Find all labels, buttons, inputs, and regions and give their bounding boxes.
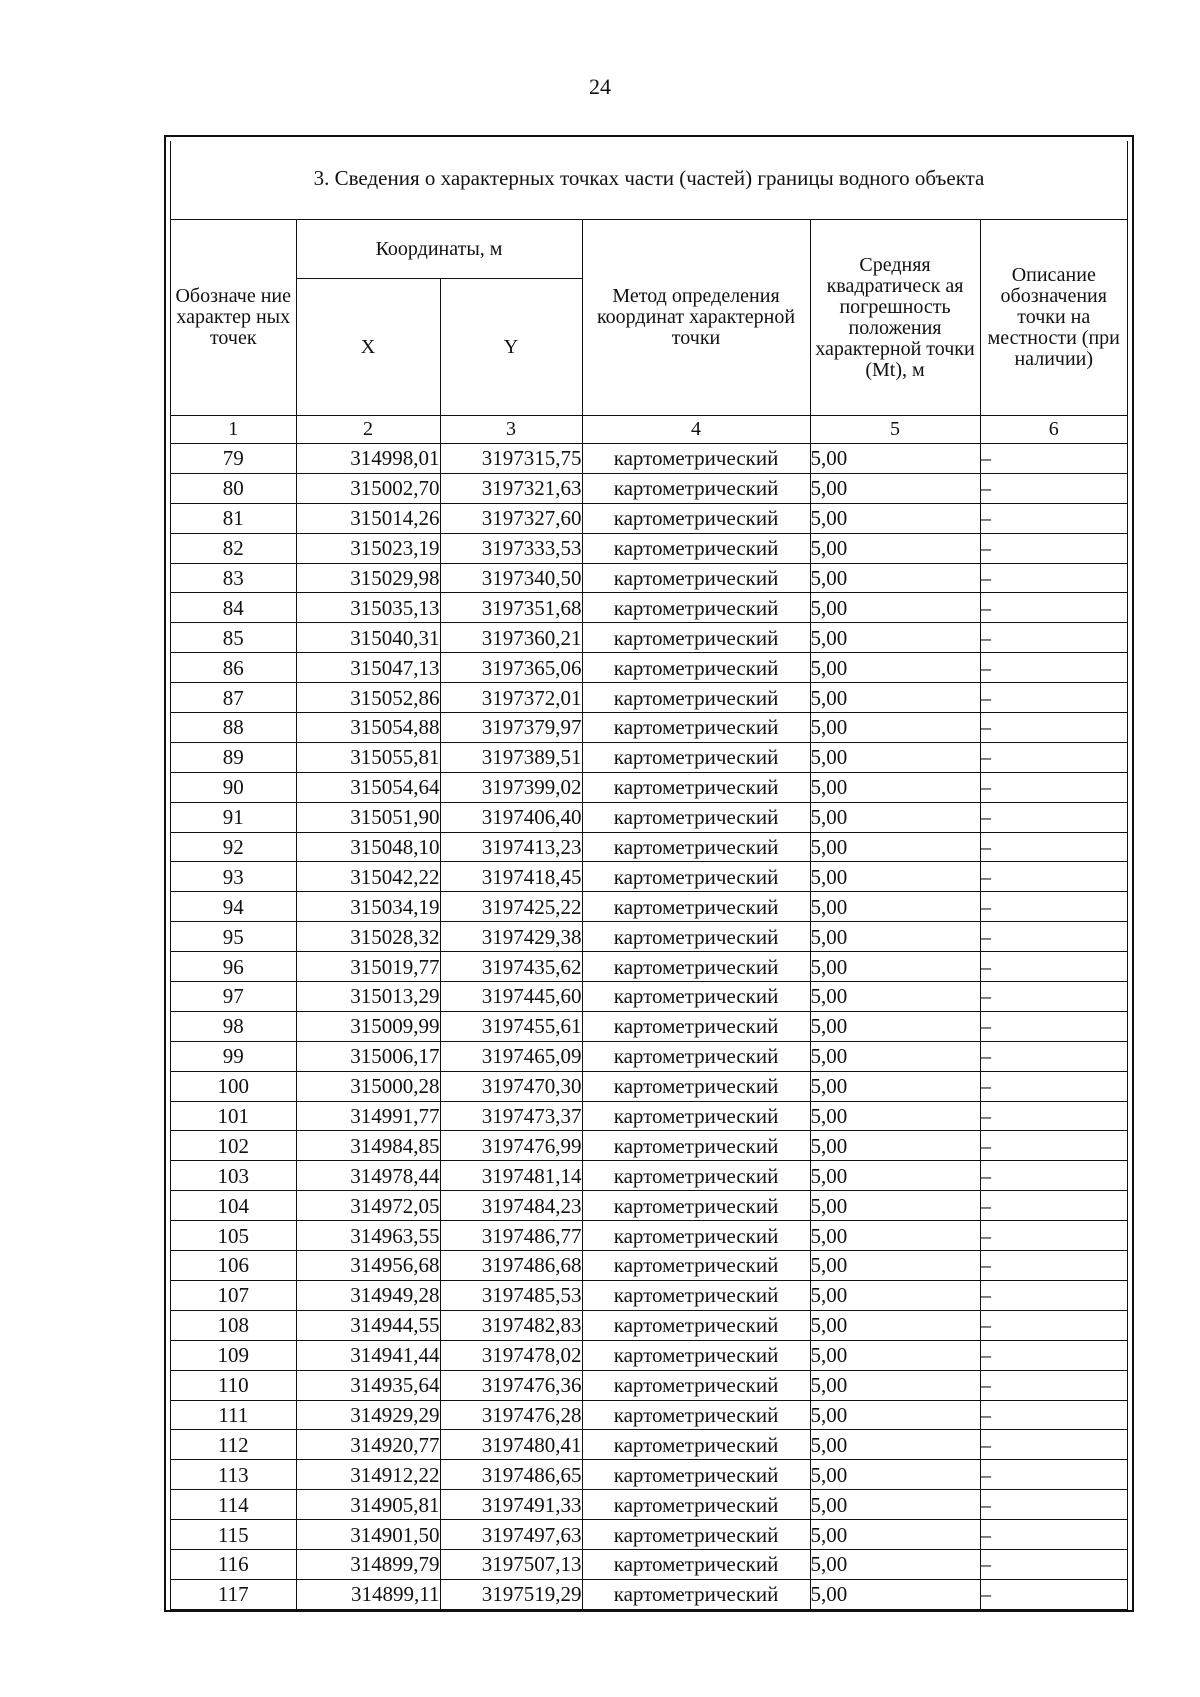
table-row — [171, 862, 1127, 892]
table-row — [171, 1549, 1127, 1579]
coord-x-cell: 315054,64 — [296, 772, 440, 802]
method-cell: картометрический — [582, 533, 810, 563]
description-cell: – — [980, 563, 1127, 593]
coord-x-cell: 315028,32 — [296, 922, 440, 952]
method-cell: картометрический — [582, 1131, 810, 1161]
point-id-cell: 106 — [171, 1251, 296, 1281]
header-y: Y — [440, 279, 582, 416]
point-id-cell: 95 — [171, 922, 296, 952]
coord-y-cell: 3197455,61 — [440, 1011, 582, 1041]
column-number: 6 — [980, 416, 1127, 444]
coord-x-cell: 314998,01 — [296, 444, 440, 474]
error-cell: 5,00 — [810, 1549, 980, 1579]
method-cell: картометрический — [582, 473, 810, 503]
method-cell: картометрический — [582, 1490, 810, 1520]
coord-x-cell: 315052,86 — [296, 683, 440, 713]
coord-x-cell: 315055,81 — [296, 742, 440, 772]
description-cell: – — [980, 1460, 1127, 1490]
table-row — [171, 653, 1127, 683]
header-point-id: Обозначе ние характер ных точек — [171, 220, 296, 416]
points-table-frame — [164, 135, 1134, 1612]
table-row — [171, 952, 1127, 982]
coord-y-cell: 3197435,62 — [440, 952, 582, 982]
error-cell: 5,00 — [810, 892, 980, 922]
coord-x-cell: 314991,77 — [296, 1101, 440, 1131]
coord-y-cell: 3197473,37 — [440, 1101, 582, 1131]
coord-x-cell: 314949,28 — [296, 1280, 440, 1310]
table-row — [171, 832, 1127, 862]
coord-y-cell: 3197484,23 — [440, 1191, 582, 1221]
error-cell: 5,00 — [810, 1460, 980, 1490]
coord-y-cell: 3197497,63 — [440, 1520, 582, 1550]
coord-y-cell: 3197486,65 — [440, 1460, 582, 1490]
coord-y-cell: 3197519,29 — [440, 1579, 582, 1609]
point-id-cell: 102 — [171, 1131, 296, 1161]
table-row — [171, 1460, 1127, 1490]
point-id-cell: 89 — [171, 742, 296, 772]
point-id-cell: 92 — [171, 832, 296, 862]
coord-x-cell: 315040,31 — [296, 623, 440, 653]
coord-x-cell: 315006,17 — [296, 1041, 440, 1071]
coord-y-cell: 3197315,75 — [440, 444, 582, 474]
point-id-cell: 90 — [171, 772, 296, 802]
coord-x-cell: 315047,13 — [296, 653, 440, 683]
description-cell: – — [980, 653, 1127, 683]
point-id-cell: 109 — [171, 1340, 296, 1370]
point-id-cell: 100 — [171, 1071, 296, 1101]
coord-y-cell: 3197491,33 — [440, 1490, 582, 1520]
coord-y-cell: 3197321,63 — [440, 473, 582, 503]
coord-y-cell: 3197413,23 — [440, 832, 582, 862]
error-cell: 5,00 — [810, 444, 980, 474]
coord-x-cell: 314935,64 — [296, 1370, 440, 1400]
coord-x-cell: 315000,28 — [296, 1071, 440, 1101]
description-cell: – — [980, 862, 1127, 892]
method-cell: картометрический — [582, 772, 810, 802]
table-row — [171, 1490, 1127, 1520]
table-row — [171, 623, 1127, 653]
error-cell: 5,00 — [810, 862, 980, 892]
coord-y-cell: 3197476,36 — [440, 1370, 582, 1400]
description-cell: – — [980, 1251, 1127, 1281]
error-cell: 5,00 — [810, 1430, 980, 1460]
table-row — [171, 1430, 1127, 1460]
point-id-cell: 80 — [171, 473, 296, 503]
column-number-row — [171, 416, 1127, 444]
point-id-cell: 114 — [171, 1490, 296, 1520]
description-cell: – — [980, 1400, 1127, 1430]
coord-x-cell: 315019,77 — [296, 952, 440, 982]
error-cell: 5,00 — [810, 772, 980, 802]
point-id-cell: 103 — [171, 1161, 296, 1191]
coord-y-cell: 3197340,50 — [440, 563, 582, 593]
table-row — [171, 1101, 1127, 1131]
method-cell: картометрический — [582, 1041, 810, 1071]
coord-y-cell: 3197406,40 — [440, 802, 582, 832]
point-id-cell: 85 — [171, 623, 296, 653]
coord-x-cell: 314963,55 — [296, 1221, 440, 1251]
point-id-cell: 104 — [171, 1191, 296, 1221]
coord-y-cell: 3197470,30 — [440, 1071, 582, 1101]
description-cell: – — [980, 1221, 1127, 1251]
coord-y-cell: 3197399,02 — [440, 772, 582, 802]
coord-y-cell: 3197482,83 — [440, 1310, 582, 1340]
coord-y-cell: 3197478,02 — [440, 1340, 582, 1370]
description-cell: – — [980, 1370, 1127, 1400]
error-cell: 5,00 — [810, 563, 980, 593]
error-cell: 5,00 — [810, 683, 980, 713]
method-cell: картометрический — [582, 922, 810, 952]
table-row — [171, 1251, 1127, 1281]
point-id-cell: 113 — [171, 1460, 296, 1490]
table-row — [171, 713, 1127, 743]
error-cell: 5,00 — [810, 503, 980, 533]
coord-x-cell: 315002,70 — [296, 473, 440, 503]
method-cell: картометрический — [582, 862, 810, 892]
column-number: 3 — [440, 416, 582, 444]
coord-x-cell: 314912,22 — [296, 1460, 440, 1490]
method-cell: картометрический — [582, 503, 810, 533]
description-cell: – — [980, 593, 1127, 623]
header-coordinates: Координаты, м — [296, 220, 582, 279]
description-cell: – — [980, 742, 1127, 772]
error-cell: 5,00 — [810, 1041, 980, 1071]
description-cell: – — [980, 802, 1127, 832]
coord-x-cell: 315023,19 — [296, 533, 440, 563]
table-row — [171, 473, 1127, 503]
header-description: Описание обозначения точки на местности (при наличии) — [980, 220, 1127, 416]
description-cell: – — [980, 952, 1127, 982]
description-cell: – — [980, 1280, 1127, 1310]
coord-x-cell: 314984,85 — [296, 1131, 440, 1161]
coord-x-cell: 314941,44 — [296, 1340, 440, 1370]
coord-y-cell: 3197389,51 — [440, 742, 582, 772]
coord-x-cell: 314901,50 — [296, 1520, 440, 1550]
coord-x-cell: 315014,26 — [296, 503, 440, 533]
coord-y-cell: 3197333,53 — [440, 533, 582, 563]
method-cell: картометрический — [582, 1340, 810, 1370]
header-x: X — [296, 279, 440, 416]
table-row — [171, 1071, 1127, 1101]
description-cell: – — [980, 1191, 1127, 1221]
coord-y-cell: 3197429,38 — [440, 922, 582, 952]
description-cell: – — [980, 1161, 1127, 1191]
coord-y-cell: 3197507,13 — [440, 1549, 582, 1579]
method-cell: картометрический — [582, 444, 810, 474]
point-id-cell: 105 — [171, 1221, 296, 1251]
column-number: 2 — [296, 416, 440, 444]
table-row — [171, 1400, 1127, 1430]
error-cell: 5,00 — [810, 1490, 980, 1520]
table-row — [171, 772, 1127, 802]
point-id-cell: 112 — [171, 1430, 296, 1460]
method-cell: картометрический — [582, 1161, 810, 1191]
frame-inner-rule-left — [170, 141, 171, 1610]
coord-y-cell: 3197351,68 — [440, 593, 582, 623]
coord-y-cell: 3197418,45 — [440, 862, 582, 892]
error-cell: 5,00 — [810, 623, 980, 653]
description-cell: – — [980, 1490, 1127, 1520]
table-row — [171, 1011, 1127, 1041]
point-id-cell: 82 — [171, 533, 296, 563]
error-cell: 5,00 — [810, 802, 980, 832]
method-cell: картометрический — [582, 1221, 810, 1251]
error-cell: 5,00 — [810, 1280, 980, 1310]
method-cell: картометрический — [582, 1310, 810, 1340]
method-cell: картометрический — [582, 952, 810, 982]
error-cell: 5,00 — [810, 1251, 980, 1281]
point-id-cell: 111 — [171, 1400, 296, 1430]
coord-y-cell: 3197465,09 — [440, 1041, 582, 1071]
column-number: 4 — [582, 416, 810, 444]
table-row — [171, 1280, 1127, 1310]
error-cell: 5,00 — [810, 653, 980, 683]
table-row — [171, 892, 1127, 922]
characteristic-points-table — [171, 220, 1127, 1610]
coord-y-cell: 3197425,22 — [440, 892, 582, 922]
error-cell: 5,00 — [810, 1011, 980, 1041]
point-id-cell: 79 — [171, 444, 296, 474]
method-cell: картометрический — [582, 982, 810, 1012]
error-cell: 5,00 — [810, 1071, 980, 1101]
description-cell: – — [980, 1430, 1127, 1460]
point-id-cell: 97 — [171, 982, 296, 1012]
coord-x-cell: 314899,11 — [296, 1579, 440, 1609]
header-method: Метод определения координат характерной точки — [582, 220, 810, 416]
method-cell: картометрический — [582, 1400, 810, 1430]
error-cell: 5,00 — [810, 742, 980, 772]
error-cell: 5,00 — [810, 952, 980, 982]
coord-x-cell: 315054,88 — [296, 713, 440, 743]
table-caption: 3. Сведения о характерных точках части (частей) границы водного объекта — [171, 137, 1127, 220]
coord-x-cell: 315013,29 — [296, 982, 440, 1012]
table-row — [171, 1131, 1127, 1161]
point-id-cell: 91 — [171, 802, 296, 832]
table-row — [171, 922, 1127, 952]
description-cell: – — [980, 1549, 1127, 1579]
point-id-cell: 101 — [171, 1101, 296, 1131]
method-cell: картометрический — [582, 1520, 810, 1550]
error-cell: 5,00 — [810, 1161, 980, 1191]
coord-x-cell: 315009,99 — [296, 1011, 440, 1041]
error-cell: 5,00 — [810, 1131, 980, 1161]
table-row — [171, 1340, 1127, 1370]
coord-y-cell: 3197379,97 — [440, 713, 582, 743]
table-row — [171, 444, 1127, 474]
description-cell: – — [980, 1310, 1127, 1340]
coord-y-cell: 3197480,41 — [440, 1430, 582, 1460]
table-row — [171, 1161, 1127, 1191]
error-cell: 5,00 — [810, 593, 980, 623]
point-id-cell: 88 — [171, 713, 296, 743]
table-row — [171, 1221, 1127, 1251]
error-cell: 5,00 — [810, 713, 980, 743]
error-cell: 5,00 — [810, 473, 980, 503]
point-id-cell: 83 — [171, 563, 296, 593]
table-row — [171, 683, 1127, 713]
coord-x-cell: 314978,44 — [296, 1161, 440, 1191]
coord-x-cell: 315048,10 — [296, 832, 440, 862]
error-cell: 5,00 — [810, 1370, 980, 1400]
error-cell: 5,00 — [810, 1310, 980, 1340]
header-error: Средняя квадратическ ая погрешность положения характерной точки (Mt), м — [810, 220, 980, 416]
coord-x-cell: 315042,22 — [296, 862, 440, 892]
coord-x-cell: 314920,77 — [296, 1430, 440, 1460]
method-cell: картометрический — [582, 1280, 810, 1310]
error-cell: 5,00 — [810, 1340, 980, 1370]
column-number: 5 — [810, 416, 980, 444]
table-body — [171, 444, 1127, 1610]
description-cell: – — [980, 1340, 1127, 1370]
coord-y-cell: 3197476,99 — [440, 1131, 582, 1161]
error-cell: 5,00 — [810, 832, 980, 862]
coord-x-cell: 314899,79 — [296, 1549, 440, 1579]
method-cell: картометрический — [582, 593, 810, 623]
method-cell: картометрический — [582, 1579, 810, 1609]
point-id-cell: 110 — [171, 1370, 296, 1400]
error-cell: 5,00 — [810, 1221, 980, 1251]
table-row — [171, 533, 1127, 563]
error-cell: 5,00 — [810, 1520, 980, 1550]
method-cell: картометрический — [582, 802, 810, 832]
description-cell: – — [980, 1011, 1127, 1041]
point-id-cell: 116 — [171, 1549, 296, 1579]
coord-y-cell: 3197486,68 — [440, 1251, 582, 1281]
table-row — [171, 1310, 1127, 1340]
description-cell: – — [980, 473, 1127, 503]
description-cell: – — [980, 892, 1127, 922]
point-id-cell: 93 — [171, 862, 296, 892]
coord-y-cell: 3197445,60 — [440, 982, 582, 1012]
method-cell: картометрический — [582, 1370, 810, 1400]
point-id-cell: 94 — [171, 892, 296, 922]
point-id-cell: 86 — [171, 653, 296, 683]
coord-y-cell: 3197486,77 — [440, 1221, 582, 1251]
description-cell: – — [980, 772, 1127, 802]
description-cell: – — [980, 503, 1127, 533]
method-cell: картометрический — [582, 1071, 810, 1101]
table-row — [171, 563, 1127, 593]
description-cell: – — [980, 982, 1127, 1012]
point-id-cell: 107 — [171, 1280, 296, 1310]
coord-y-cell: 3197365,06 — [440, 653, 582, 683]
method-cell: картометрический — [582, 1549, 810, 1579]
method-cell: картометрический — [582, 892, 810, 922]
table-row — [171, 982, 1127, 1012]
error-cell: 5,00 — [810, 1191, 980, 1221]
point-id-cell: 98 — [171, 1011, 296, 1041]
table-row — [171, 1191, 1127, 1221]
point-id-cell: 81 — [171, 503, 296, 533]
point-id-cell: 87 — [171, 683, 296, 713]
description-cell: – — [980, 1041, 1127, 1071]
table-row — [171, 1520, 1127, 1550]
description-cell: – — [980, 1131, 1127, 1161]
table-row — [171, 593, 1127, 623]
method-cell: картометрический — [582, 1430, 810, 1460]
table-row — [171, 742, 1127, 772]
method-cell: картометрический — [582, 1460, 810, 1490]
method-cell: картометрический — [582, 653, 810, 683]
error-cell: 5,00 — [810, 533, 980, 563]
method-cell: картометрический — [582, 1011, 810, 1041]
description-cell: – — [980, 922, 1127, 952]
coord-x-cell: 314972,05 — [296, 1191, 440, 1221]
description-cell: – — [980, 1520, 1127, 1550]
error-cell: 5,00 — [810, 982, 980, 1012]
coord-y-cell: 3197476,28 — [440, 1400, 582, 1430]
description-cell: – — [980, 713, 1127, 743]
error-cell: 5,00 — [810, 1101, 980, 1131]
error-cell: 5,00 — [810, 922, 980, 952]
coord-y-cell: 3197327,60 — [440, 503, 582, 533]
description-cell: – — [980, 533, 1127, 563]
point-id-cell: 84 — [171, 593, 296, 623]
method-cell: картометрический — [582, 1101, 810, 1131]
table-row — [171, 1370, 1127, 1400]
description-cell: – — [980, 623, 1127, 653]
description-cell: – — [980, 683, 1127, 713]
coord-y-cell: 3197360,21 — [440, 623, 582, 653]
point-id-cell: 108 — [171, 1310, 296, 1340]
coord-x-cell: 314944,55 — [296, 1310, 440, 1340]
error-cell: 5,00 — [810, 1400, 980, 1430]
method-cell: картометрический — [582, 832, 810, 862]
coord-y-cell: 3197485,53 — [440, 1280, 582, 1310]
frame-inner-rule-right — [1127, 141, 1128, 1610]
coord-x-cell: 315035,13 — [296, 593, 440, 623]
description-cell: – — [980, 1101, 1127, 1131]
description-cell: – — [980, 1579, 1127, 1609]
method-cell: картометрический — [582, 1191, 810, 1221]
coord-x-cell: 314929,29 — [296, 1400, 440, 1430]
point-id-cell: 96 — [171, 952, 296, 982]
point-id-cell: 115 — [171, 1520, 296, 1550]
description-cell: – — [980, 1071, 1127, 1101]
coord-y-cell: 3197481,14 — [440, 1161, 582, 1191]
method-cell: картометрический — [582, 683, 810, 713]
table-row — [171, 802, 1127, 832]
coord-y-cell: 3197372,01 — [440, 683, 582, 713]
description-cell: – — [980, 444, 1127, 474]
column-number: 1 — [171, 416, 296, 444]
description-cell: – — [980, 832, 1127, 862]
table-row — [171, 503, 1127, 533]
table-row — [171, 1579, 1127, 1609]
method-cell: картометрический — [582, 563, 810, 593]
coord-x-cell: 315051,90 — [296, 802, 440, 832]
point-id-cell: 99 — [171, 1041, 296, 1071]
coord-x-cell: 315034,19 — [296, 892, 440, 922]
method-cell: картометрический — [582, 1251, 810, 1281]
point-id-cell: 117 — [171, 1579, 296, 1609]
page-number: 24 — [589, 74, 611, 99]
coord-x-cell: 314905,81 — [296, 1490, 440, 1520]
method-cell: картометрический — [582, 623, 810, 653]
coord-x-cell: 315029,98 — [296, 563, 440, 593]
method-cell: картометрический — [582, 742, 810, 772]
error-cell: 5,00 — [810, 1579, 980, 1609]
table-row — [171, 1041, 1127, 1071]
coord-x-cell: 314956,68 — [296, 1251, 440, 1281]
method-cell: картометрический — [582, 713, 810, 743]
